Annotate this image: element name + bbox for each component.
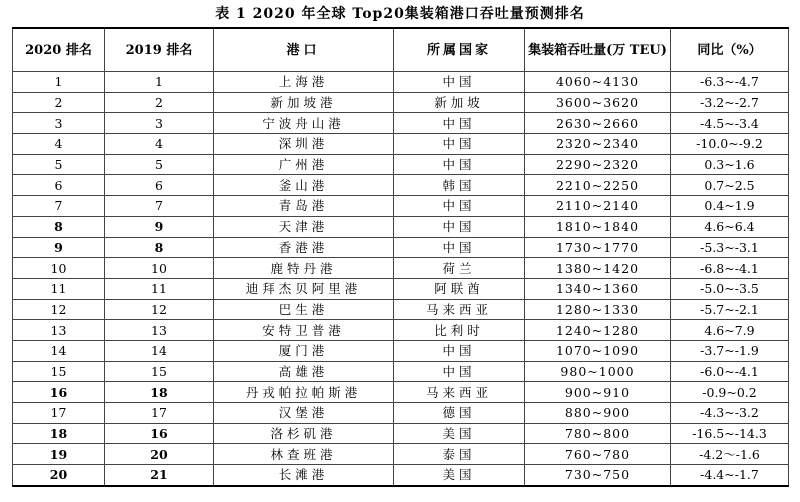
cell-rank-2019: 17 [105,403,214,424]
table-row [13,216,789,237]
cell-yoy: -0.9~0.2 [671,382,789,403]
cell-rank-2019: 21 [105,465,214,486]
table-row [13,113,789,134]
cell-yoy: -10.0~-9.2 [671,134,789,155]
table-row [13,382,789,403]
cell-port: 上海港 [214,72,394,93]
cell-rank-2020: 9 [13,237,105,258]
cell-rank-2019: 5 [105,154,214,175]
cell-port: 巴生港 [214,299,394,320]
cell-yoy: -6.8~-4.1 [671,258,789,279]
cell-rank-2019: 8 [105,237,214,258]
cell-yoy: 4.6~7.9 [671,320,789,341]
cell-port: 高雄港 [214,361,394,382]
cell-yoy: -4.5~-3.4 [671,113,789,134]
header-rank-2019: 2019 排名 [105,28,214,72]
cell-rank-2020: 7 [13,196,105,217]
cell-throughput: 2290~2320 [525,154,671,175]
cell-rank-2020: 4 [13,134,105,155]
table-body [13,72,789,486]
cell-throughput: 1070~1090 [525,340,671,361]
cell-rank-2020: 6 [13,175,105,196]
table-row [13,278,789,299]
cell-rank-2020: 2 [13,92,105,113]
header-rank-2020: 2020 排名 [13,28,105,72]
cell-port: 丹戎帕拉帕斯港 [214,382,394,403]
cell-rank-2019: 1 [105,72,214,93]
cell-rank-2019: 9 [105,216,214,237]
cell-rank-2019: 13 [105,320,214,341]
cell-country: 美国 [394,423,525,444]
table-row [13,465,789,486]
cell-country: 中国 [394,134,525,155]
table-row [13,361,789,382]
cell-port: 深圳港 [214,134,394,155]
cell-rank-2020: 8 [13,216,105,237]
cell-rank-2020: 19 [13,444,105,465]
header-country: 所属国家 [394,28,525,72]
cell-throughput: 1730~1770 [525,237,671,258]
cell-rank-2019: 7 [105,196,214,217]
cell-throughput: 780~800 [525,423,671,444]
header-port: 港口 [214,28,394,72]
cell-throughput: 980~1000 [525,361,671,382]
cell-throughput: 1280~1330 [525,299,671,320]
cell-port: 汉堡港 [214,403,394,424]
cell-country: 比利时 [394,320,525,341]
cell-country: 马来西亚 [394,299,525,320]
cell-rank-2020: 15 [13,361,105,382]
cell-rank-2019: 2 [105,92,214,113]
cell-rank-2020: 11 [13,278,105,299]
table-row [13,444,789,465]
cell-country: 阿联酋 [394,278,525,299]
cell-throughput: 4060~4130 [525,72,671,93]
cell-yoy: -4.2～-1.6 [671,444,789,465]
cell-rank-2019: 4 [105,134,214,155]
cell-throughput: 1340~1360 [525,278,671,299]
cell-yoy: -5.0~-3.5 [671,278,789,299]
table-row [13,320,789,341]
table-row [13,258,789,279]
cell-country: 中国 [394,216,525,237]
cell-port: 林查班港 [214,444,394,465]
cell-rank-2020: 17 [13,403,105,424]
table-row [13,340,789,361]
cell-rank-2020: 12 [13,299,105,320]
cell-port: 釜山港 [214,175,394,196]
cell-throughput: 880~900 [525,403,671,424]
cell-yoy: -4.4~-1.7 [671,465,789,486]
cell-throughput: 2110~2140 [525,196,671,217]
cell-country: 中国 [394,237,525,258]
cell-port: 宁波舟山港 [214,113,394,134]
table-row [13,175,789,196]
cell-rank-2019: 10 [105,258,214,279]
cell-country: 泰国 [394,444,525,465]
cell-rank-2020: 18 [13,423,105,444]
cell-rank-2020: 1 [13,72,105,93]
cell-port: 长滩港 [214,465,394,486]
cell-country: 中国 [394,154,525,175]
cell-port: 香港港 [214,237,394,258]
cell-rank-2019: 12 [105,299,214,320]
table-row [13,196,789,217]
cell-yoy: -3.7~-1.9 [671,340,789,361]
cell-throughput: 1240~1280 [525,320,671,341]
cell-yoy: 0.7~2.5 [671,175,789,196]
cell-port: 厦门港 [214,340,394,361]
table-header-row [13,28,789,72]
port-ranking-table [12,27,789,487]
table-row [13,134,789,155]
table-row [13,403,789,424]
cell-rank-2020: 5 [13,154,105,175]
cell-port: 新加坡港 [214,92,394,113]
cell-rank-2020: 3 [13,113,105,134]
table-row [13,423,789,444]
cell-yoy: -5.7~-2.1 [671,299,789,320]
cell-yoy: -4.3~-3.2 [671,403,789,424]
cell-yoy: 0.4~1.9 [671,196,789,217]
cell-yoy: 0.3~1.6 [671,154,789,175]
cell-port: 洛杉矶港 [214,423,394,444]
cell-country: 新加坡 [394,92,525,113]
cell-country: 中国 [394,196,525,217]
cell-country: 中国 [394,113,525,134]
cell-port: 广州港 [214,154,394,175]
cell-throughput: 2630~2660 [525,113,671,134]
cell-throughput: 730~750 [525,465,671,486]
cell-throughput: 760~780 [525,444,671,465]
cell-throughput: 3600~3620 [525,92,671,113]
cell-rank-2019: 15 [105,361,214,382]
cell-throughput: 2320~2340 [525,134,671,155]
cell-yoy: -6.0~-4.1 [671,361,789,382]
cell-country: 中国 [394,361,525,382]
table-row [13,154,789,175]
cell-yoy: -6.3~-4.7 [671,72,789,93]
cell-throughput: 1810~1840 [525,216,671,237]
cell-country: 德国 [394,403,525,424]
cell-country: 中国 [394,340,525,361]
cell-rank-2020: 10 [13,258,105,279]
header-yoy: 同比（%） [671,28,789,72]
cell-yoy: -3.2~-2.7 [671,92,789,113]
cell-port: 天津港 [214,216,394,237]
cell-port: 鹿特丹港 [214,258,394,279]
cell-throughput: 1380~1420 [525,258,671,279]
cell-port: 迪拜杰贝阿里港 [214,278,394,299]
cell-rank-2019: 18 [105,382,214,403]
cell-rank-2019: 11 [105,278,214,299]
cell-port: 安特卫普港 [214,320,394,341]
cell-country: 荷兰 [394,258,525,279]
cell-throughput: 900~910 [525,382,671,403]
cell-country: 韩国 [394,175,525,196]
cell-country: 美国 [394,465,525,486]
cell-country: 马来西亚 [394,382,525,403]
table-row [13,237,789,258]
cell-rank-2020: 20 [13,465,105,486]
table-row [13,92,789,113]
cell-yoy: -5.3~-3.1 [671,237,789,258]
cell-rank-2020: 16 [13,382,105,403]
cell-rank-2019: 14 [105,340,214,361]
table-caption: 表 1 2020 年全球 Top20集装箱港口吞吐量预测排名 [215,6,585,22]
cell-throughput: 2210~2250 [525,175,671,196]
header-throughput: 集装箱吞吐量(万 TEU) [525,28,671,72]
cell-rank-2020: 13 [13,320,105,341]
cell-rank-2019: 20 [105,444,214,465]
cell-rank-2019: 6 [105,175,214,196]
cell-yoy: -16.5~-14.3 [671,423,789,444]
cell-port: 青岛港 [214,196,394,217]
cell-country: 中国 [394,72,525,93]
cell-rank-2020: 14 [13,340,105,361]
table-row [13,299,789,320]
cell-yoy: 4.6~6.4 [671,216,789,237]
table-row [13,72,789,93]
cell-rank-2019: 3 [105,113,214,134]
cell-rank-2019: 16 [105,423,214,444]
